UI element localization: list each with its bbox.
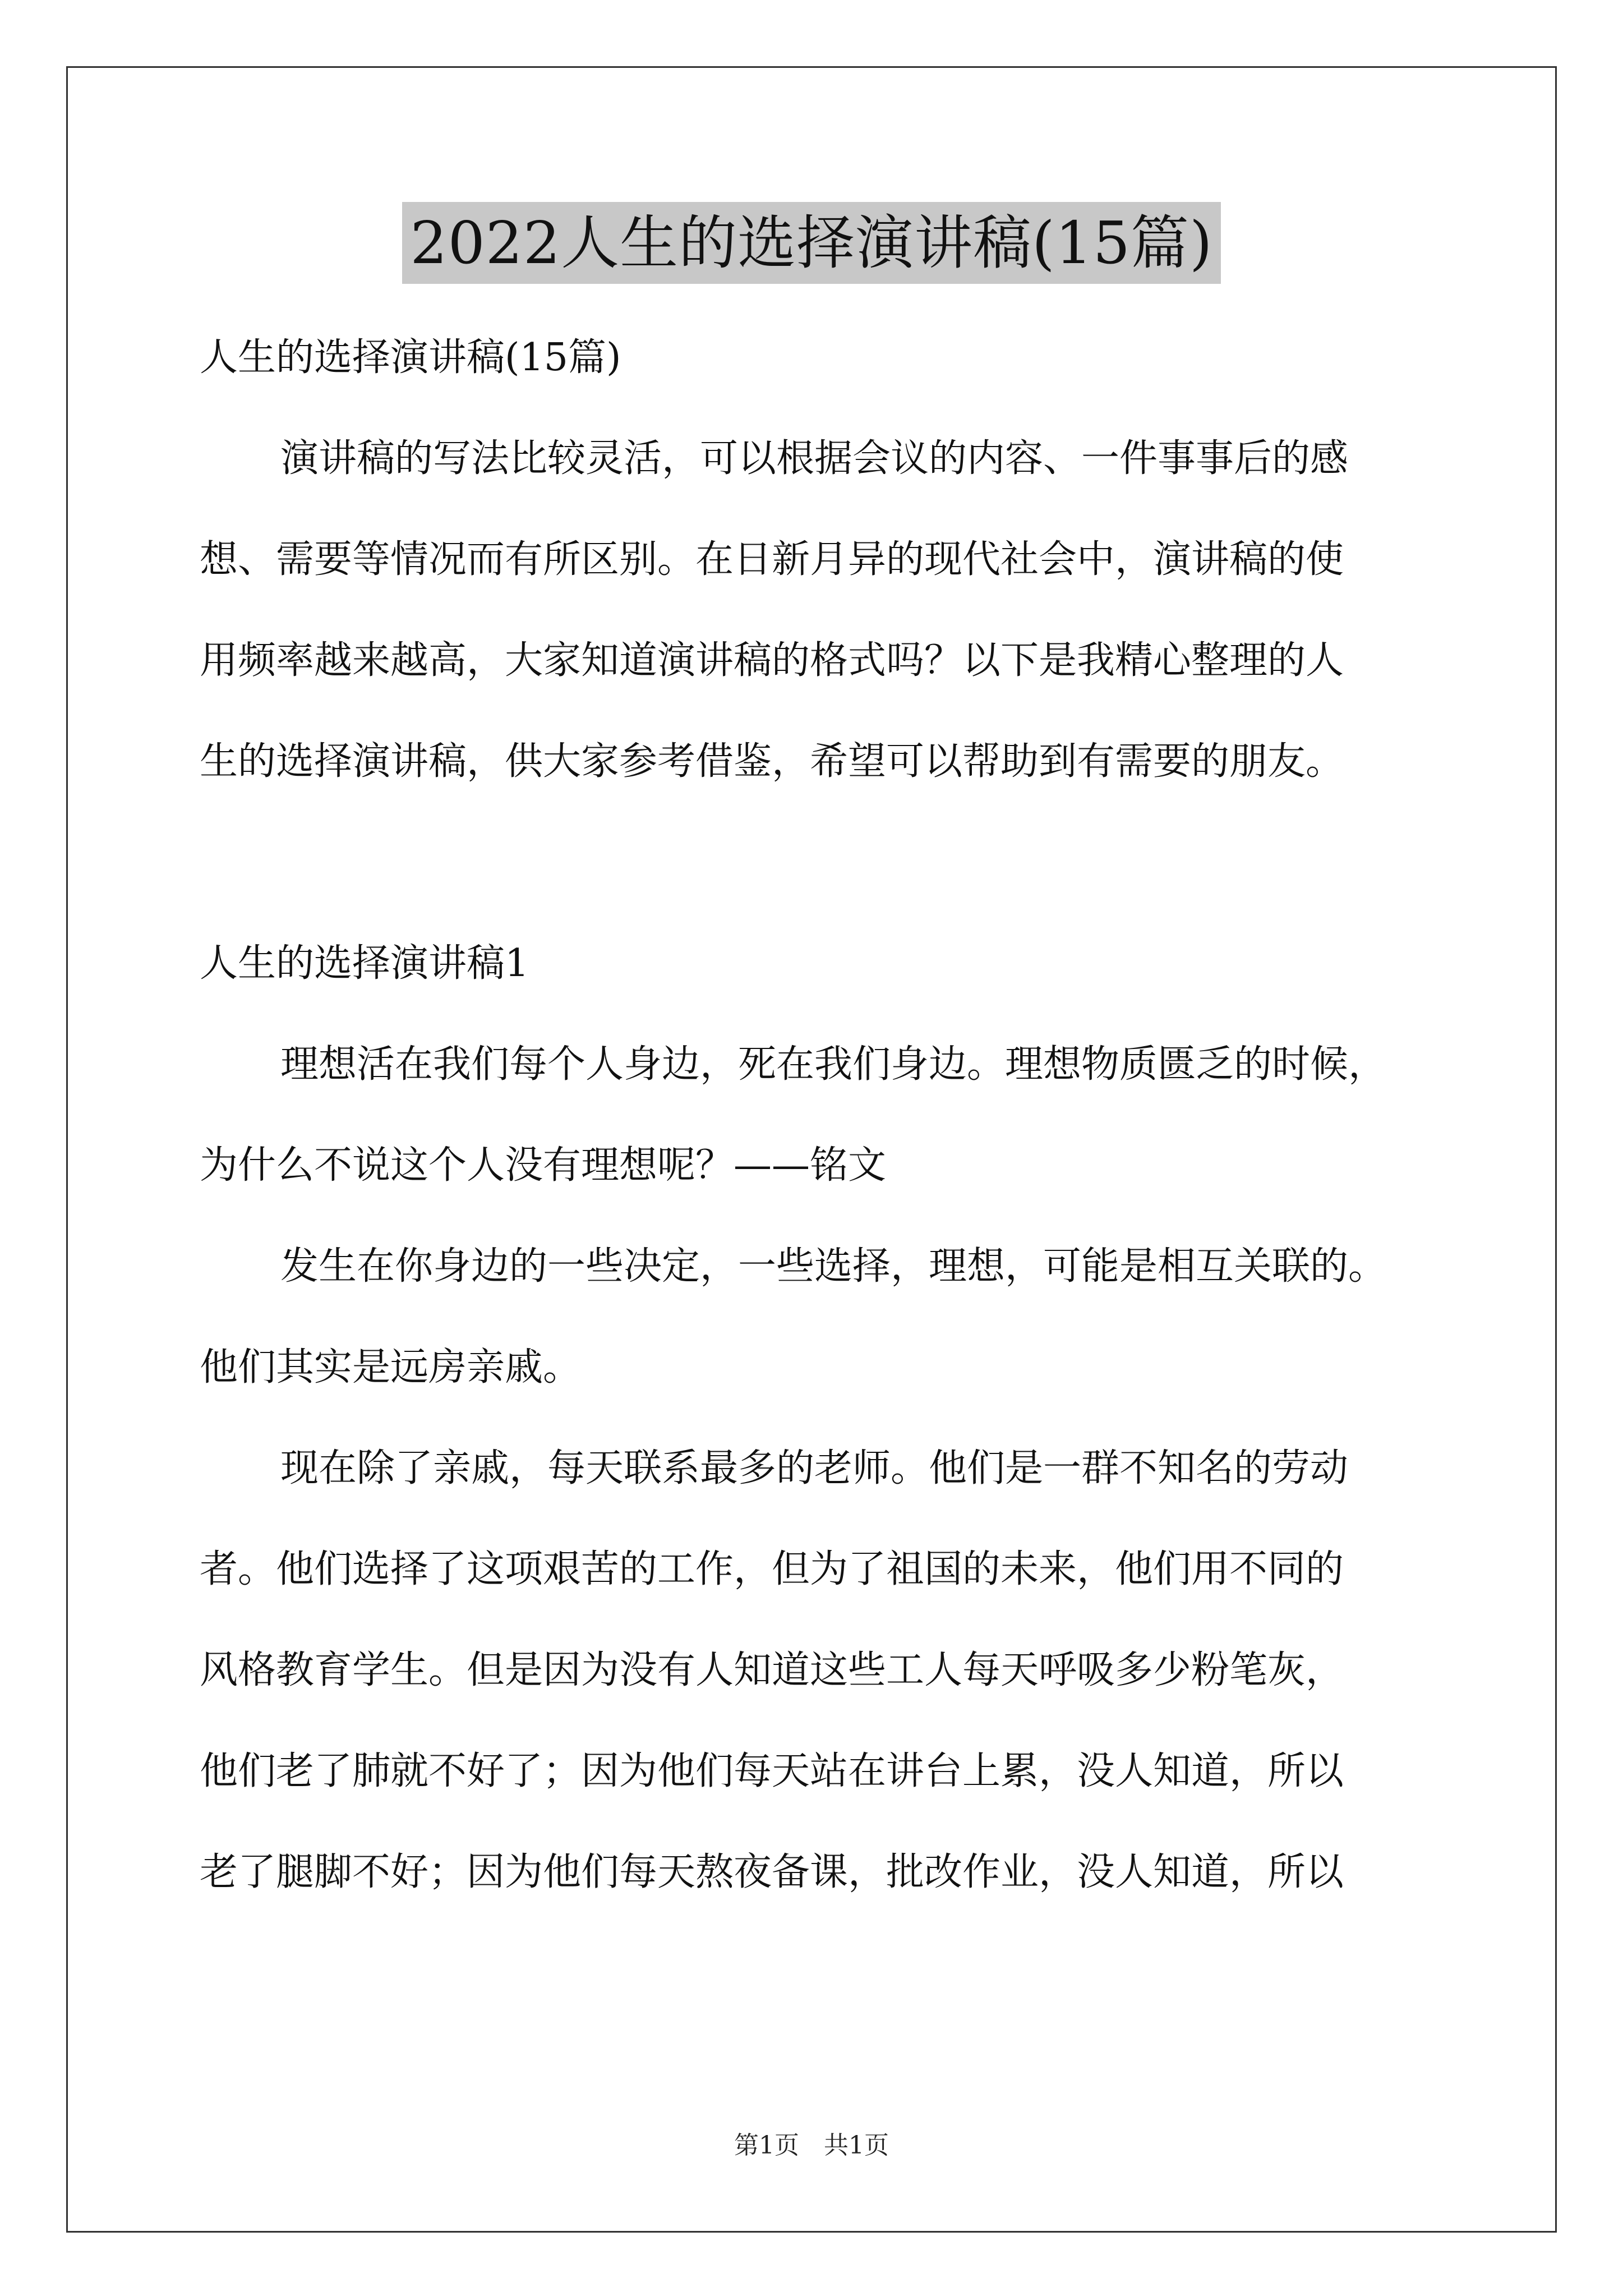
paragraph-line: 用频率越来越高，大家知道演讲稿的格式吗？以下是我精心整理的人	[200, 638, 1344, 683]
paragraph-line: 演讲稿的写法比较灵活，可以根据会议的内容、一件事事后的感	[280, 436, 1349, 481]
paragraph-line: 他们其实是远房亲戚。	[200, 1345, 582, 1389]
section-heading: 人生的选择演讲稿1	[200, 941, 529, 986]
document-body	[200, 307, 1437, 1923]
paragraph-line: 发生在你身边的一些决定，一些选择，理想，可能是相互关联的。	[280, 1244, 1387, 1289]
paragraph-line: 老了腿脚不好；因为他们每天熬夜备课，批改作业，没人知道，所以	[200, 1850, 1344, 1894]
subtitle-line: 人生的选择演讲稿(15篇)	[200, 335, 621, 380]
document-title: 2022人生的选择演讲稿(15篇)	[402, 202, 1220, 284]
paragraph-gap	[200, 812, 1437, 913]
paragraph-line: 生的选择演讲稿，供大家参考借鉴，希望可以帮助到有需要的朋友。	[200, 739, 1344, 784]
paragraph-line: 者。他们选择了这项艰苦的工作，但为了祖国的未来，他们用不同的	[200, 1547, 1344, 1591]
paragraph-line: 理想活在我们每个人身边，死在我们身边。理想物质匮乏的时候，	[280, 1042, 1387, 1087]
title-container	[0, 202, 1623, 284]
paragraph-line: 为什么不说这个人没有理想呢？——铭文	[200, 1143, 887, 1188]
page-footer: 第1页 共1页	[734, 2131, 889, 2160]
paragraph-line: 风格教育学生。但是因为没有人知道这些工人每天呼吸多少粉笔灰，	[200, 1648, 1344, 1692]
paragraph-line: 他们老了肺就不好了；因为他们每天站在讲台上累，没人知道，所以	[200, 1749, 1344, 1793]
paragraph-line: 想、需要等情况而有所区别。在日新月异的现代社会中，演讲稿的使	[200, 537, 1344, 582]
paragraph-line: 现在除了亲戚，每天联系最多的老师。他们是一群不知名的劳动	[280, 1446, 1349, 1490]
